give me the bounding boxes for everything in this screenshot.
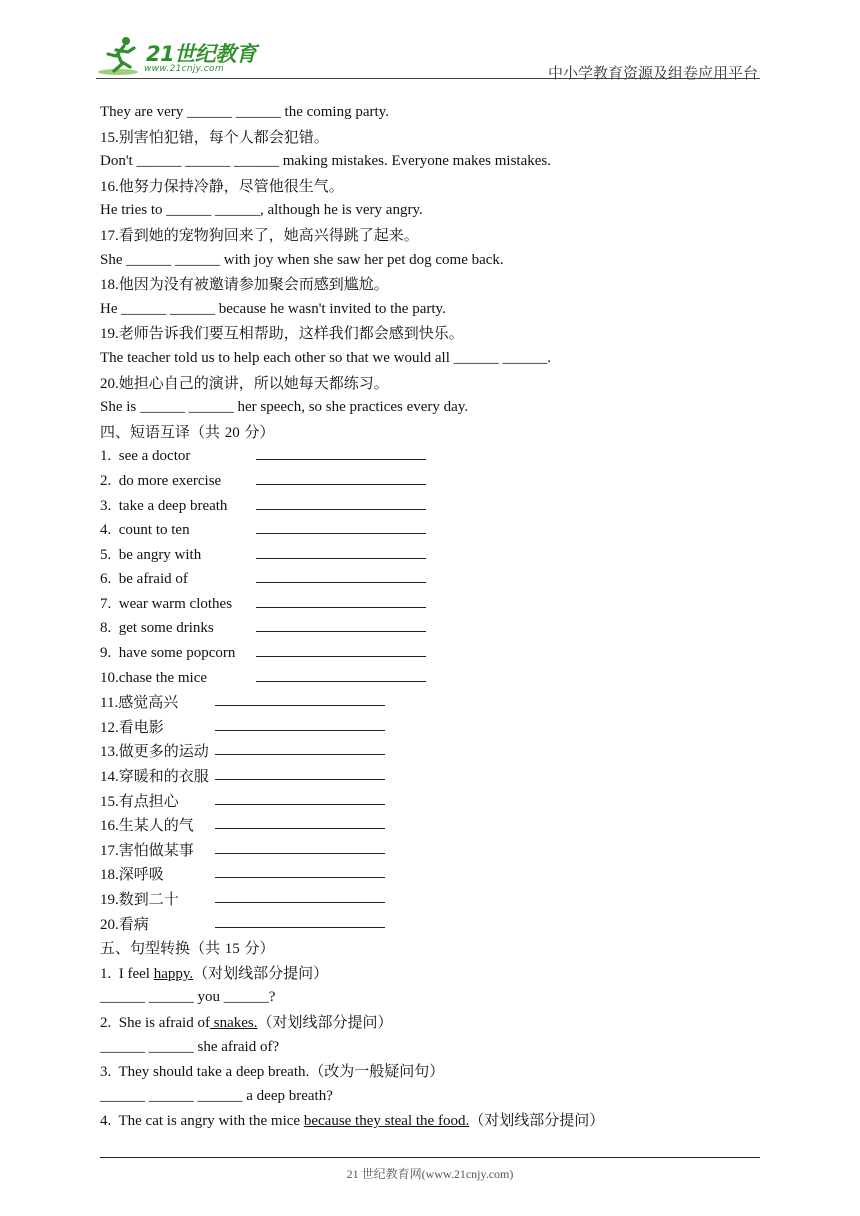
answer-line: ______ ______ you ______? [100, 989, 276, 1006]
transform-question: 1. I feel happy.（对划线部分提问） [100, 963, 329, 982]
phrase-item: 5. be angry with [100, 543, 760, 568]
answer-blank[interactable] [215, 927, 385, 928]
sentence-line: He ______ ______ because he wasn't invited to the party. [100, 300, 446, 317]
question-line: 19.老师告诉我们要互相帮助，这样我们都会感到快乐。 [100, 324, 464, 343]
answer-blank[interactable] [215, 853, 385, 854]
phrase-item: 7. wear warm clothes [100, 592, 760, 617]
sentence-line: He tries to ______ ______, although he is very angry. [100, 202, 423, 219]
question-line: 20.她担心自己的演讲，所以她每天都练习。 [100, 373, 389, 392]
section-4-title: 四、短语互译（共 20 分） [100, 422, 275, 441]
transform-question: 4. The cat is angry with the mice because they steal the food.（对划线部分提问） [100, 1111, 605, 1130]
runner-logo-icon [96, 34, 146, 78]
answer-blank[interactable] [256, 582, 426, 583]
phrase-item: 4. count to ten [100, 518, 760, 543]
answer-blank[interactable] [215, 730, 385, 731]
platform-name: 中小学教育资源及组卷应用平台 [547, 64, 758, 82]
logo-text: 21世纪教育 [146, 42, 257, 66]
answer-blank[interactable] [256, 631, 426, 632]
phrase-item: 18.深呼吸 [100, 862, 760, 887]
logo-url: www.21cnjy.com [144, 64, 224, 74]
sentence-line: She ______ ______ with joy when she saw her pet dog come back. [100, 251, 504, 268]
phrase-item: 8. get some drinks [100, 616, 760, 641]
phrase-item: 10.chase the mice [100, 666, 760, 691]
answer-blank[interactable] [256, 681, 426, 682]
phrase-item: 11.感觉高兴 [100, 690, 760, 715]
answer-line: ______ ______ ______ a deep breath? [100, 1087, 333, 1104]
section-5-title: 五、句型转换（共 15 分） [100, 939, 275, 958]
answer-blank[interactable] [215, 828, 385, 829]
sentence-line: They are very ______ ______ the coming party. [100, 104, 389, 120]
phrase-item: 6. be afraid of [100, 567, 760, 592]
answer-blank[interactable] [256, 459, 426, 460]
answer-blank[interactable] [215, 902, 385, 903]
answer-blank[interactable] [256, 607, 426, 608]
header-divider [96, 78, 760, 79]
answer-blank[interactable] [256, 656, 426, 657]
answer-blank[interactable] [215, 877, 385, 878]
transform-question: 3. They should take a deep breath.（改为一般疑问句） [100, 1062, 445, 1081]
answer-blank[interactable] [215, 779, 385, 780]
site-logo [96, 34, 266, 78]
worksheet-content [100, 100, 760, 1133]
phrase-item: 13.做更多的运动 [100, 739, 760, 764]
answer-blank[interactable] [215, 804, 385, 805]
answer-blank[interactable] [215, 705, 385, 706]
phrase-item: 20.看病 [100, 912, 760, 937]
answer-line: ______ ______ she afraid of? [100, 1038, 280, 1055]
phrase-item: 19.数到二十 [100, 887, 760, 912]
sentence-line: She is ______ ______ her speech, so she practices every day. [100, 399, 469, 416]
phrase-item: 14.穿暖和的衣服 [100, 764, 760, 789]
phrase-item: 9. have some popcorn [100, 641, 760, 666]
sentence-line: Don't ______ ______ ______ making mistakes. Everyone makes mistakes. [100, 153, 551, 170]
answer-blank[interactable] [256, 484, 426, 485]
phrase-item: 12.看电影 [100, 715, 760, 740]
question-line: 16.他努力保持冷静，尽管他很生气。 [100, 176, 344, 195]
answer-blank[interactable] [256, 509, 426, 510]
phrase-item: 2. do more exercise [100, 469, 760, 494]
phrase-item: 17.害怕做某事 [100, 838, 760, 863]
answer-blank[interactable] [256, 533, 426, 534]
phrase-item: 16.生某人的气 [100, 813, 760, 838]
transform-question: 2. She is afraid of snakes.（对划线部分提问） [100, 1012, 393, 1031]
page-header [96, 34, 760, 80]
answer-blank[interactable] [256, 558, 426, 559]
phrase-item: 15.有点担心 [100, 789, 760, 814]
phrase-item: 1. see a doctor [100, 444, 760, 469]
question-line: 15.别害怕犯错，每个人都会犯错。 [100, 127, 329, 146]
footer-divider [100, 1157, 760, 1158]
question-line: 17.看到她的宠物狗回来了，她高兴得跳了起来。 [100, 225, 419, 244]
question-line: 18.他因为没有被邀请参加聚会而感到尴尬。 [100, 275, 389, 294]
page-footer: 21 世纪教育网(www.21cnjy.com) [346, 1167, 514, 1181]
phrase-item: 3. take a deep breath [100, 494, 760, 519]
answer-blank[interactable] [215, 754, 385, 755]
sentence-line: The teacher told us to help each other so that we would all ______ ______. [100, 349, 552, 366]
